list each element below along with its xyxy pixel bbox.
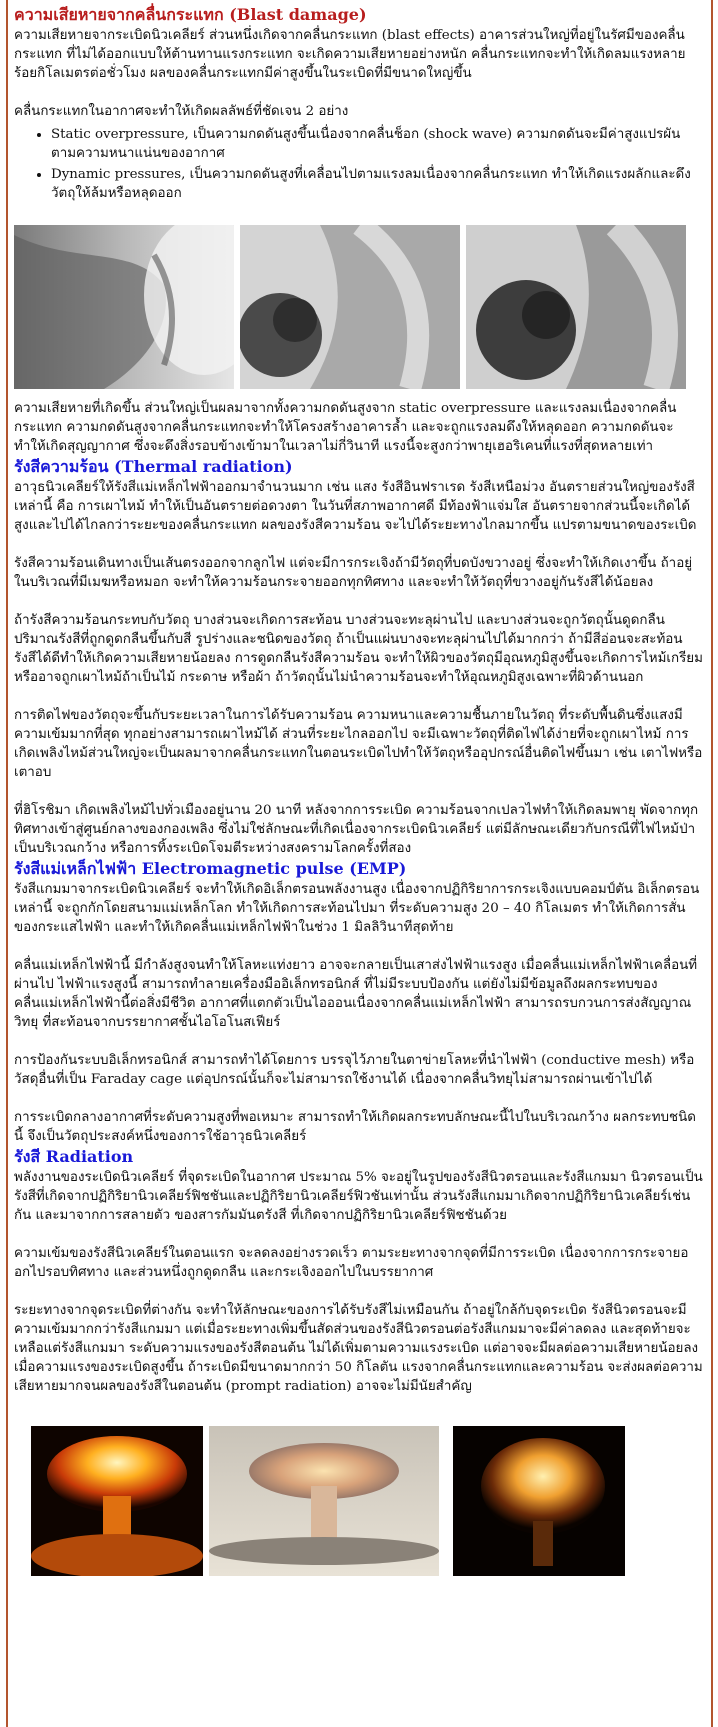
blast-heading: ความเสียหายจากคลื่นกระแทก (Blast damage)	[14, 5, 367, 24]
list-item: • Static overpressure, เป็นความกดดันสูงขึ้นเนื่องจากคลื่นช็อก (shock wave) ความกดดันจะมีค่าสูงแปรผันตามความหนาแน่นของอากาศ	[51, 125, 704, 163]
shockwave-photo	[466, 225, 686, 389]
emp-heading: รังสีแม่เหล็กไฟฟ้า Electromagnetic pulse (EMP)	[14, 859, 407, 878]
thermal-paragraph: รังสีความร้อนเดินทางเป็นเส้นตรงออกจากลูกไฟ แต่จะมีการกระเจิงถ้ามีวัตถุที่บดบังขวางอยู่ ซึ่งจะทำให้เกิดเงาขึ้น ถ้าอยู่ในบริเวณที่มีเมฆหรือหมอก จะทำให้ความร้อนกระจายออกทุกทิศทาง และจะทำให้วัตถุที่ขวางอยู่กันรังสีได้น้อยลง	[14, 556, 693, 590]
emp-paragraph: การป้องกันระบบอิเล็กทรอนิกส์ สามารถทำได้โดยการ บรรจุไว้ภายในตาข่ายโลหะที่นำไฟฟ้า (conductive mesh) หรือวัสดุอื่นที่เป็น Faraday cage แต่อุปกรณ์นั้นก็จะไม่สามารถใช้งานได้ เนื่องจากคลื่นวิทยุไม่สามารถผ่านเข้าไปได้	[14, 1053, 695, 1087]
shockwave-photo	[240, 225, 460, 389]
article	[14, 4, 704, 1576]
shockwave-photo-strip	[14, 225, 704, 389]
blast-paragraph: ความเสียหายจากระเบิดนิวเคลียร์ ส่วนหนึ่งเกิดจากคลื่นกระแทก (blast effects) อาคารส่วนใหญ่ที่อยู่ในรัศมีของคลื่นกระแทก ที่ไม่ได้ออกแบบให้ต้านทานแรงกระแทก จะเกิดความเสียหายอย่างหนัก คลื่นกระแทกจะทำให้เกิดลมแรงหลายร้อยกิโลเมตรต่อชั่วโมง ผลของคลื่นกระแทกมีค่าสูงขึ้นในระเบิดที่มีขนาดใหญ่ขึ้น	[14, 28, 686, 81]
thermal-paragraph: ถ้ารังสีความร้อนกระทบกับวัตถุ บางส่วนจะเกิดการสะท้อน บางส่วนจะทะลุผ่านไป และบางส่วนจะถูกวัตถุนั้นดูดกลืน ปริมาณรังสีที่ถูกดูดกลืนขึ้นกับสี รูปร่างและชนิดของวัตถุ ถ้าเป็นแผ่นบางจะทะลุผ่านไปได้มากกว่า ถ้ามีสีอ่อนจะสะท้อนรังสีได้ดีทำให้เกิดความเสียหายน้อยลง การดูดกลืนรังสีความร้อน จะทำให้ผิวของวัตถุมีอุณหภูมิสูงขึ้นจะเกิดการไหม้เกรียม หรืออาจถูกเผาไหม้ถ้าเป็นไม้ กระดาษ หรือผ้า ถ้าวัตถุนั้นไม่นำความร้อนจะทำให้อุณหภูมิสูงเฉพาะที่ผิวด้านนอก	[14, 613, 703, 685]
thermal-paragraph: การติดไฟของวัตถุจะขึ้นกับระยะเวลาในการได้รับความร้อน ความหนาและความชื้นภายในวัตถุ ที่ระดับพื้นดินซึ่งแสงมีความเข้มมากที่สุด ทุกอย่างสามารถเผาไหม้ได้ ส่วนที่ระยะไกลออกไป จะมีเฉพาะวัตถุที่ติดไฟได้ง่ายที่จะถูกเผาไหม้ การเกิดเพลิงไหม้ส่วนใหญ่จะเป็นผลมาจากคลื่นกระแทกในตอนระเบิดไปทำให้วัตถุหรืออุปกรณ์อื่นติดไฟขึ้นมา เช่น เตาไฟหรือเตาอบ	[14, 708, 703, 780]
list-item: • Dynamic pressures, เป็นความกดดันสูงที่เคลื่อนไปตามแรงลมเนื่องจากคลื่นกระแทก ทำให้เกิดแรงผลักและดึงวัตถุให้ล้มหรือหลุดออก	[51, 165, 704, 203]
blast-effects-intro: คลื่นกระแทกในอากาศจะทำให้เกิดผลลัพธ์ที่ชัดเจน 2 อย่าง	[14, 104, 349, 119]
radiation-paragraph: ความเข้มของรังสีนิวเคลียร์ในตอนแรก จะลดลงอย่างรวดเร็ว ตามระยะทางจากจุดที่มีการระเบิด เนื่องจากการกระจายออกไปรอบทิศทาง และส่วนหนึ่งถูกดูดกลืน และกระเจิงออกไปในบรรยากาศ	[14, 1246, 689, 1280]
blast-effects-list	[14, 125, 704, 203]
thermal-heading: รังสีความร้อน (Thermal radiation)	[14, 457, 293, 476]
mushroom-cloud-photo	[209, 1426, 439, 1576]
shockwave-photo	[14, 225, 234, 389]
fireball-photo	[31, 1426, 203, 1576]
emp-paragraph: คลื่นแม่เหล็กไฟฟ้านี้ มีกำลังสูงจนทำให้โลหะแท่งยาว อาจจะกลายเป็นเสาส่งไฟฟ้าแรงสูง เมื่อคลื่นแม่เหล็กไฟฟ้าเคลื่อนที่ผ่านไป ไฟฟ้าแรงสูงนี้ สามารถทำลายเครื่องมืออิเล็กทรอนิกส์ ที่ไม่มีระบบป้องกัน แต่ยังไม่มีข้อมูลถึงผลกระทบของคลื่นแม่เหล็กไฟฟ้านี้ต่อสิ่งมีชีวิต อากาศที่แตกตัวเป็นไอออนเนื่องจากคลื่นแม่เหล็กไฟฟ้า สามารถรบกวนการส่งสัญญาณวิทยุ ที่สะท้อนจากบรรยากาศชั้นไอโอโนสเฟียร์	[14, 958, 698, 1030]
thermal-paragraph: อาวุธนิวเคลียร์ให้รังสีแม่เหล็กไฟฟ้าออกมาจำนวนมาก เช่น แสง รังสีอินฟราเรด รังสีเหนือม่วง อันตรายส่วนใหญ่ของรังสีเหล่านี้ คือ การเผาไหม้ ทำให้เป็นอันตรายต่อดวงตา ในวันที่สภาพอากาศดี มีท้องฟ้าแจ่มใส อันตรายจากส่วนนี้จะเกิดได้สูงและไปได้ไกลกว่าระยะของคลื่นกระแทก ผลของรังสีความร้อน จะไปได้ระยะทางไกลมากขึ้น แปรตามขนาดของระเบิด	[14, 480, 697, 533]
radiation-paragraph: พลังงานของระเบิดนิวเคลียร์ ที่จุดระเบิดในอากาศ ประมาณ 5% จะอยู่ในรูปของรังสีนิวตรอนและรังสีแกมมา นิวตรอนเป็นรังสีที่เกิดจากปฏิกิริยานิวเคลียร์ฟิชชันและปฏิกิริยานิวเคลียร์ฟิวชันเท่านั้น ส่วนรังสีแกมมาเกิดจากปฏิกิริยานิวเคลียร์เช่นกัน และมาจากการสลายตัว ของสารกัมมันตรังสี ที่เกิดจากปฏิกิริยานิวเคลียร์ฟิชชันด้วย	[14, 1170, 703, 1223]
radiation-heading: รังสี Radiation	[14, 1147, 134, 1166]
radiation-paragraph: ระยะทางจากจุดระเบิดที่ต่างกัน จะทำให้ลักษณะของการได้รับรังสีไม่เหมือนกัน ถ้าอยู่ใกล้กับจุดระเบิด รังสีนิวตรอนจะมีความเข้มมากกว่ารังสีแกมมา แต่เมื่อระยะทางเพิ่มขึ้นสัดส่วนของรังสีนิวตรอนต่อรังสีแกมมาจะมีค่าลดลง และสุดท้ายจะเหลือแต่รังสีแกมมา ระดับความแรงของรังสีตอนต้น ไม่ได้เพิ่มตามความแรงระเบิด แต่อาจจะมีผลต่อความเสียหายน้อยลงเมื่อความแรงของระเบิดสูงขึ้น ถ้าระเบิดมีขนาดมากกว่า 50 กิโลตัน แรงจากคลื่นกระแทกและความร้อน จะส่งผลต่อความเสียหายมากจนผลของรังสีในตอนต้น (prompt radiation) อาจจะไม่มีนัยสำคัญ	[14, 1303, 703, 1394]
blast-summary-paragraph: ความเสียหายที่เกิดขึ้น ส่วนใหญ่เป็นผลมาจากทั้งความกดดันสูงจาก static overpressure และแรงลมเนื่องจากคลื่นกระแทก ความกดดันสูงจากคลื่นกระแทกจะทำให้โครงสร้างอาคารล้ำ และจะถูกแรงลมดึงให้หลุดออก ความกดดันจะทำให้เกิดสุญญากาศ ซึ่งจะดึงสิ่งรอบข้างเข้ามาในเวลาไม่กี่วินาที แรงนี้จะสูงกว่าพายุเฮอริเคนที่แรงที่สุดหลายเท่า	[14, 401, 677, 454]
thermal-paragraph: ที่ฮิโรชิมา เกิดเพลิงไหม้ไปทั่วเมืองอยู่นาน 20 นาที หลังจากการระเบิด ความร้อนจากเปลวไฟทำให้เกิดลมพายุ พัดจากทุกทิศทางเข้าสู่ศูนย์กลางของกองเพลิง ซึ่งไม่ใช่ลักษณะที่เกิดเนื่องจากระเบิดนิวเคลียร์ แต่มีลักษณะเดียวกับกรณีที่ไฟไหม้ป่าเป็นบริเวณกว้าง หรือการทิ้งระเบิดโจมตีระหว่างสงครามโลกครั้งที่สอง	[14, 803, 699, 856]
emp-paragraph: การระเบิดกลางอากาศที่ระดับความสูงที่พอเหมาะ สามารถทำให้เกิดผลกระทบลักษณะนี้ไปในบริเวณกว้าง ผลกระทบชนิดนี้ จึงเป็นวัตถุประสงค์หนึ่งของการใช้อาวุธนิวเคลียร์	[14, 1110, 696, 1144]
emp-paragraph: รังสีแกมมาจากระเบิดนิวเคลียร์ จะทำให้เกิดอิเล็กตรอนพลังงานสูง เนื่องจากปฏิกิริยาการกระเจิงแบบคอมป์ตัน อิเล็กตรอนเหล่านี้ จะถูกกักโดยสนามแม่เหล็กโลก ทำให้เกิดการสะท้อนไปมา ที่ระดับความสูง 20 – 40 กิโลเมตร ทำให้เกิดการสั่นของกระแสไฟฟ้า และทำให้เกิดคลื่นแม่เหล็กไฟฟ้าในช่วง 1 มิลลิวินาทีสุดท้าย	[14, 882, 700, 935]
explosion-photo-strip	[14, 1426, 704, 1576]
explosion-fire-photo	[453, 1426, 625, 1576]
